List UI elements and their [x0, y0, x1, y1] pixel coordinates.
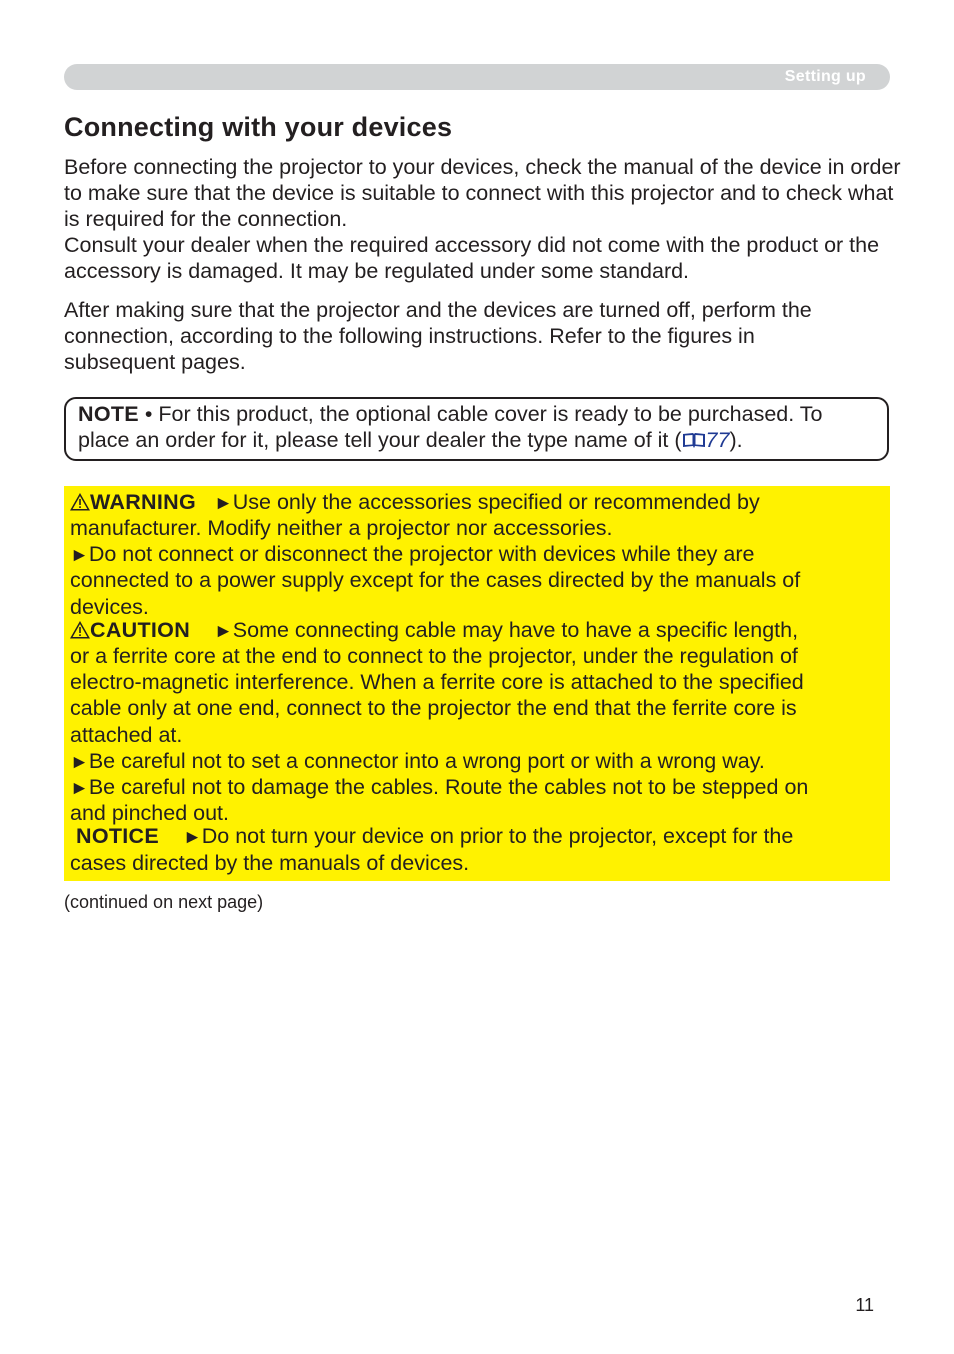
pointer-arrow: ►: [70, 545, 89, 566]
note-line-1: • For this product, the optional cable cover is ready to be purchased. To: [138, 402, 823, 426]
notice-line-2: cases directed by the manuals of devices.: [70, 851, 470, 875]
pointer-arrow: ►: [70, 752, 89, 773]
caution-line-5: attached at.: [70, 723, 183, 747]
pointer-arrow: ►: [213, 621, 233, 642]
note-label: NOTE: [78, 402, 139, 426]
note-text: [78, 401, 883, 453]
caution-label: CAUTION: [90, 618, 191, 642]
pointer-arrow: ►: [182, 827, 202, 848]
warning-label: WARNING: [90, 490, 197, 514]
section-header-bar: [64, 64, 890, 90]
warning-text: Use only the accessories specified or recommended by: [232, 490, 760, 514]
notice-text: Do not turn your device on prior to the projector, except for the: [201, 824, 794, 848]
intro-paragraph-2: Consult your dealer when the required accessory did not come with the product or the accessory is damaged. It may be regulated under some standard.: [64, 233, 880, 283]
notice-label: NOTICE: [76, 824, 160, 848]
warning-line-4: connected to a power supply except for the cases directed by the manuals of: [70, 568, 801, 592]
warning-text: Do not connect or disconnect the projector with devices while they are: [88, 542, 755, 566]
section-label: Setting up: [784, 68, 866, 85]
continued-note: (continued on next page): [64, 892, 264, 912]
page-title: Connecting with your devices: [64, 112, 453, 142]
page-number: 11: [855, 1295, 874, 1315]
note-line-2: place an order for it, please tell your dealer the type name of it (: [78, 428, 682, 452]
pointer-arrow: ►: [213, 493, 233, 514]
warning-line-5: devices.: [70, 595, 149, 619]
note-box: [64, 397, 889, 461]
warning-line-2: manufacturer. Modify neither a projector nor accessories.: [70, 516, 613, 540]
warning-line-1: [70, 489, 760, 517]
caution-text: Some connecting cable may have to have a specific length,: [232, 618, 799, 642]
page-reference-link[interactable]: 77: [705, 428, 730, 452]
caution-line-7: [70, 774, 808, 802]
intro-paragraph-1: Before connecting the projector to your devices, check the manual of the device in order to make sure that the device is suitable to connect with this projector and to check what is required for the connection.: [64, 155, 901, 231]
caution-line-6: [70, 748, 765, 776]
caution-triangle-icon: [70, 621, 90, 639]
caution-line-8: and pinched out.: [70, 801, 229, 825]
notice-line-1: [76, 823, 793, 851]
book-icon: [682, 431, 706, 449]
warning-triangle-icon: [70, 493, 90, 511]
caution-line-2: or a ferrite core at the end to connect to the projector, under the regulation of: [70, 644, 798, 668]
caution-text: Be careful not to damage the cables. Route the cables not to be stepped on: [88, 775, 809, 799]
warning-line-3: [70, 541, 754, 569]
pointer-arrow: ►: [70, 778, 89, 799]
caution-line-3: electro-magnetic interference. When a ferrite core is attached to the specified: [70, 670, 804, 694]
caution-line-4: cable only at one end, connect to the projector the end that the ferrite core is: [70, 696, 797, 720]
caution-text: Be careful not to set a connector into a wrong port or with a wrong way.: [88, 749, 765, 773]
caution-line-1: [70, 617, 798, 645]
safety-warning-box: [64, 486, 890, 881]
intro-paragraph-3: After making sure that the projector and the devices are turned off, perform the connection, according to the following instructions. Refer to the figures in subsequent pages.: [64, 298, 812, 374]
note-line-2-end: ).: [729, 428, 743, 452]
